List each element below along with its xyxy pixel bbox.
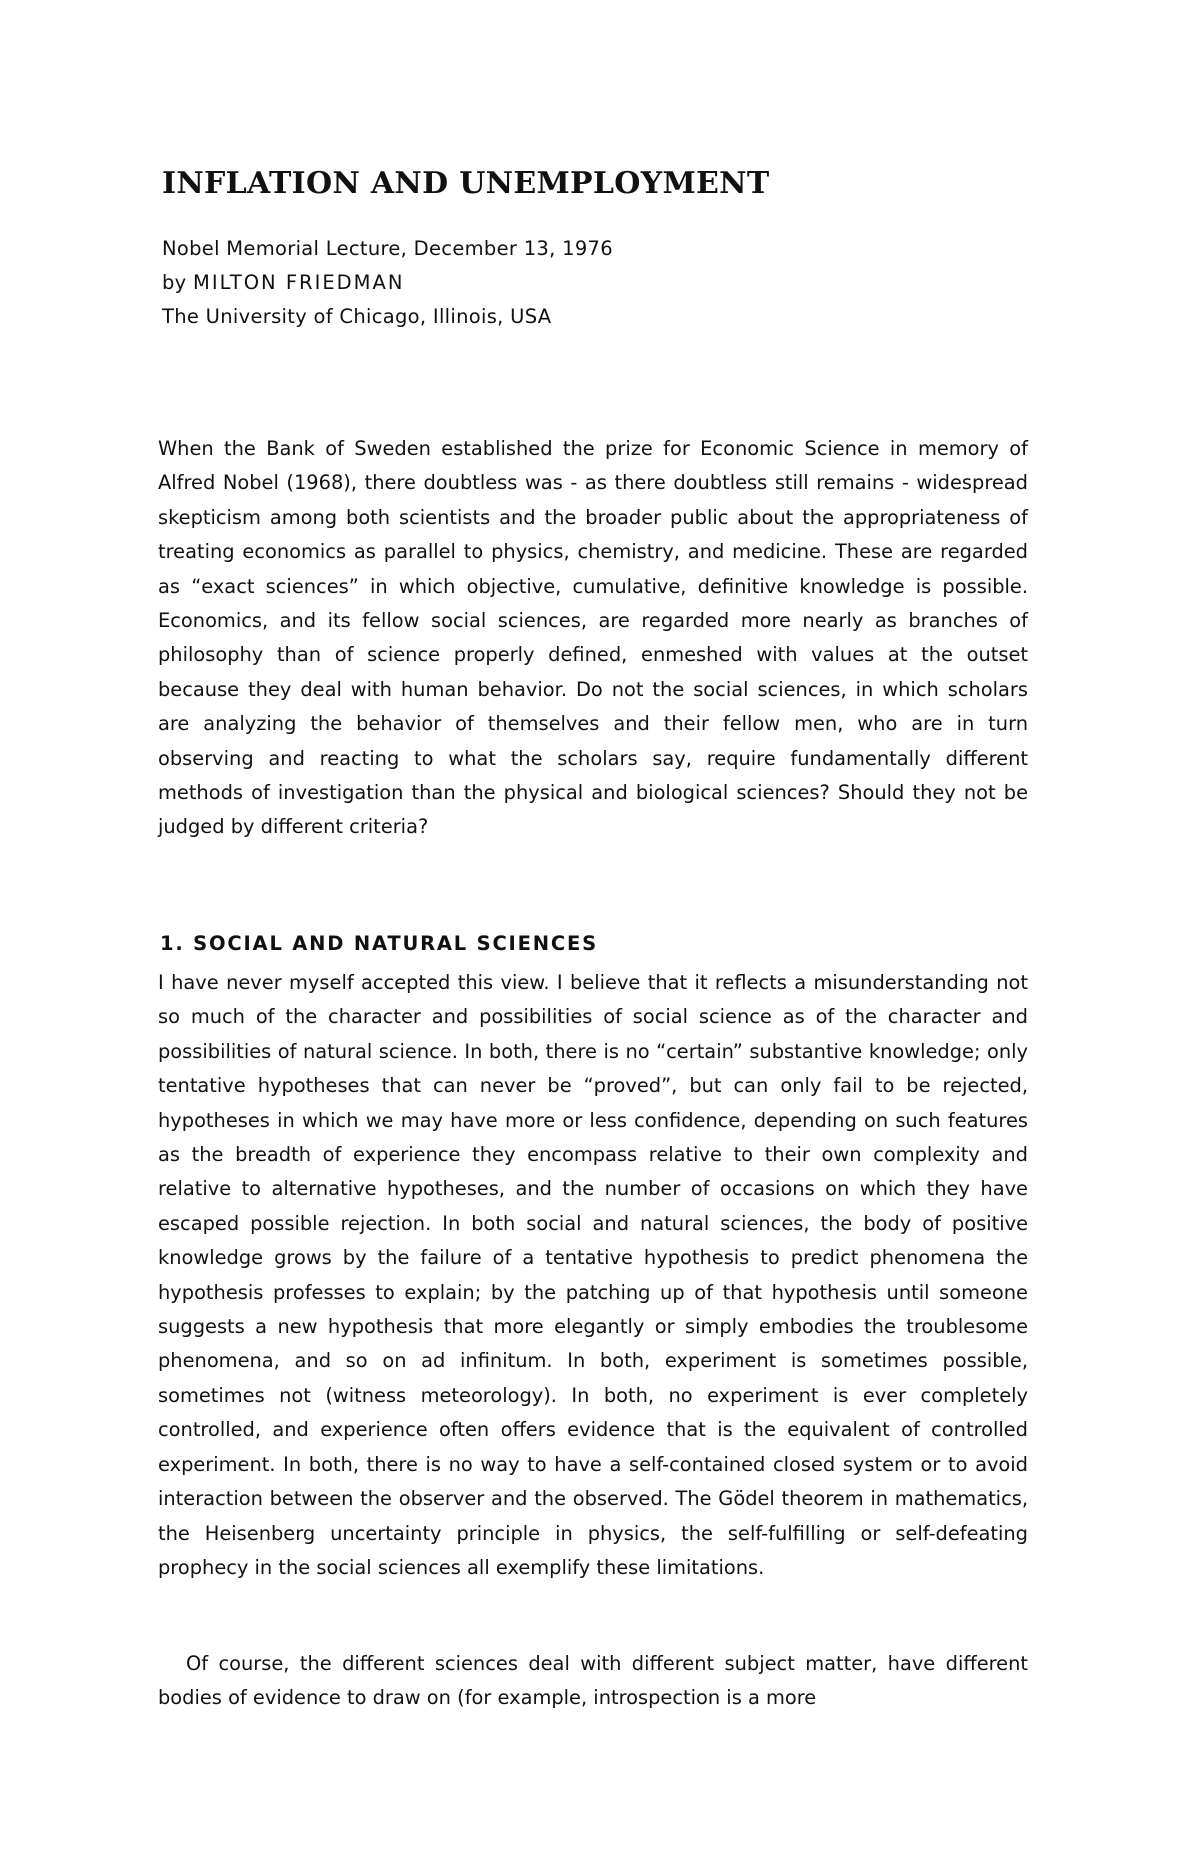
- lecture-date: Nobel Memorial Lecture, December 13, 1976: [162, 237, 613, 260]
- author-affiliation: The University of Chicago, Illinois, USA: [162, 305, 552, 328]
- section-paragraph-1-text: I have never myself accepted this view. I believe that it reflects a misunderstanding not so much of the character and possibilities of social science as of the character and possibilities of natural science. In both, there is no “certain” substantive knowledge; only tentative hypotheses that can never be “proved”, but can only fail to be rejected, hypotheses in which we may have more or less confidence, depending on such features as the breadth of experience they encompass relative to their own complexity and relative to alternative hypotheses, and the number of occasions on which they have escaped possible rejection. In both social and natural sciences, the body of positive knowledge grows by the failure of a tentative hypothesis to predict phenomena the hypothesis professes to explain; by the patching up of that hypothesis until someone suggests a new hypothesis that more elegantly or simply embodies the troublesome phenomena, and so on ad infinitum. In both, experiment is sometimes possible, sometimes not (witness meteorology). In both, no experiment is ever completely controlled, and experience often offers evidence that is the equivalent of controlled experiment. In both, there is no way to have a self-contained closed system or to avoid interaction between the observer and the observed. The Gödel theorem in mathematics, the Heisenberg uncertainty principle in physics, the self-fulfilling or self-defeating prophecy in the social sciences all exemplify these limitations.: [158, 971, 1028, 1579]
- author-name: MILTON FRIEDMAN: [193, 271, 405, 294]
- section-heading: 1. SOCIAL AND NATURAL SCIENCES: [160, 932, 598, 955]
- intro-paragraph-text: When the Bank of Sweden established the prize for Economic Science in memory of Alfred Nobel (1968), there doubtless was - as there doubtless still remains - widespread skepticism among both scientists and the broader public about the appropriateness of treating economics as parallel to physics, chemistry, and medicine. These are regarded as “exact sciences” in which objective, cumulative, definitive knowledge is possible. Economics, and its fellow social sciences, are regarded more nearly as branches of philosophy than of science properly defined, enmeshed with values at the outset because they deal with human behavior. Do not the social sciences, in which scholars are analyzing the behavior of themselves and their fellow men, who are in turn observing and reacting to what the scholars say, require fundamentally different methods of investigation than the physical and biological sciences? Should they not be judged by different criteria?: [158, 437, 1028, 839]
- intro-paragraph: [158, 432, 1028, 845]
- byline-prefix: by: [162, 271, 187, 294]
- section-paragraph-2-text: Of course, the different sciences deal with different subject matter, have different bodies of evidence to draw on (for example, introspection is a more: [158, 1652, 1028, 1710]
- section-paragraph-1: [158, 966, 1028, 1585]
- section-paragraph-2: [158, 1647, 1028, 1716]
- author-line: [162, 271, 404, 294]
- document-title: INFLATION AND UNEMPLOYMENT: [162, 166, 770, 201]
